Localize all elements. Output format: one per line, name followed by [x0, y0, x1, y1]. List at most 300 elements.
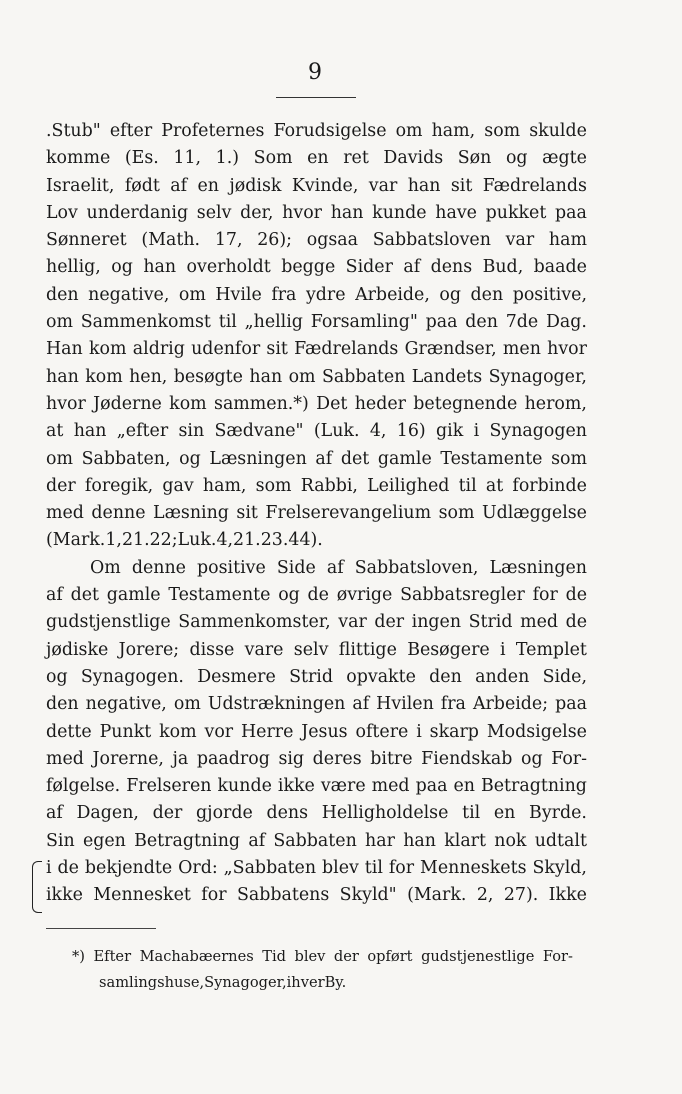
- word: Israelit,: [46, 175, 115, 196]
- word: Betragtning: [480, 776, 587, 797]
- word: Sabbaten: [321, 366, 406, 387]
- word: kunde: [372, 202, 427, 223]
- text-line: [46, 145, 587, 172]
- word: bitre: [370, 748, 413, 769]
- word: begge: [281, 257, 336, 278]
- word: Strid: [468, 612, 513, 633]
- word: kom: [85, 366, 123, 387]
- word: var: [338, 612, 367, 633]
- word: med: [520, 612, 558, 633]
- word: pukket: [485, 202, 547, 223]
- word: Han: [46, 339, 83, 360]
- word: han: [46, 366, 79, 387]
- word: paa: [555, 694, 587, 715]
- text-line: [46, 446, 587, 473]
- word: han: [73, 421, 107, 442]
- word: paa: [555, 202, 587, 223]
- word: en: [307, 148, 329, 169]
- word: der: [333, 948, 359, 965]
- word: hvor: [282, 202, 322, 223]
- margin-bracket-mark: [32, 861, 42, 913]
- word: 26);: [257, 230, 293, 251]
- text-line: [46, 800, 587, 827]
- word: Skyld,: [532, 858, 587, 879]
- word: de: [57, 858, 79, 879]
- word: ja: [172, 748, 189, 769]
- word: jødisk: [229, 175, 282, 196]
- word: Som: [253, 148, 293, 169]
- text-line: [46, 691, 587, 718]
- text-line: [46, 527, 587, 554]
- word: 11,: [173, 148, 202, 169]
- word: „efter: [116, 421, 169, 442]
- word: By.: [324, 974, 347, 991]
- word: Rabbi,: [300, 475, 358, 496]
- word: Synagoger,: [204, 974, 287, 991]
- word: om: [46, 312, 73, 333]
- word: hvor: [547, 339, 587, 360]
- word: som: [484, 121, 521, 141]
- word: og: [46, 666, 68, 687]
- word: *): [72, 948, 85, 965]
- word: 1.): [215, 148, 240, 169]
- word: Jesus: [301, 721, 348, 742]
- word: Davids: [383, 148, 444, 169]
- word: en: [493, 803, 516, 824]
- word: af: [315, 448, 333, 469]
- text-line: [46, 637, 587, 664]
- word: Frelserevangelium: [265, 503, 432, 524]
- word: kunde: [217, 776, 272, 797]
- word: at: [46, 421, 64, 442]
- word: oftere: [355, 721, 409, 742]
- word: dette: [46, 721, 92, 742]
- word: den: [470, 284, 504, 305]
- word: klart: [444, 830, 486, 851]
- word: hen,: [129, 366, 168, 387]
- word: de: [565, 612, 587, 633]
- word: gamle: [377, 448, 432, 469]
- word: kom: [89, 339, 127, 360]
- word: For-: [542, 948, 573, 965]
- word: han: [330, 202, 364, 223]
- word: 4,: [369, 421, 387, 442]
- word: Mennesket: [93, 885, 191, 906]
- word: Fædrelands: [482, 175, 587, 196]
- word: nok: [494, 830, 527, 851]
- word: gudstjenstlige: [46, 612, 171, 633]
- word: selv: [196, 202, 232, 223]
- word: der: [152, 803, 183, 824]
- word: 17,: [214, 230, 243, 251]
- word: Synagogen: [489, 421, 587, 442]
- word: Arbeide,: [355, 284, 430, 305]
- word: han: [403, 830, 436, 851]
- word: men: [502, 339, 541, 360]
- word: egen: [82, 830, 126, 851]
- word: vare: [244, 639, 284, 660]
- word: Desmere: [197, 666, 276, 687]
- word: sit: [236, 503, 258, 524]
- word: kom: [159, 721, 197, 742]
- word: Udstrækningen: [207, 694, 346, 715]
- word: om: [46, 448, 73, 469]
- word: blev: [322, 858, 359, 879]
- word: Udlæggelse: [481, 503, 587, 524]
- word: Søn: [457, 148, 492, 169]
- word: Menneskets: [420, 858, 527, 879]
- word: positive,: [512, 284, 587, 305]
- word: opvakte: [346, 666, 416, 687]
- word: 44).: [288, 530, 323, 551]
- word: at: [485, 475, 504, 496]
- word: ret: [343, 148, 369, 169]
- word: Jorere;: [118, 639, 180, 660]
- footnote-line: [72, 970, 573, 996]
- word: 23.: [260, 530, 289, 551]
- header-rule: [276, 97, 356, 98]
- word: Profeternes: [161, 121, 265, 141]
- word: Kvinde,: [291, 175, 359, 196]
- word: paadrog: [196, 748, 270, 769]
- word: foregik,: [84, 475, 154, 496]
- word: Leilighed: [367, 475, 450, 496]
- word: til: [364, 858, 383, 879]
- word: Hvilen: [376, 694, 434, 715]
- word: han: [249, 366, 283, 387]
- word: jødiske: [46, 639, 109, 660]
- word: i: [500, 639, 506, 660]
- word: øvrige: [336, 585, 393, 606]
- word: blev: [294, 948, 326, 965]
- word: den: [465, 312, 498, 333]
- text-line: [46, 336, 587, 363]
- word: disse: [189, 639, 235, 660]
- word: forbinde: [512, 475, 587, 496]
- word: efter: [109, 121, 153, 141]
- word: af: [46, 803, 63, 824]
- word: 16): [396, 421, 426, 442]
- word: der,: [240, 202, 274, 223]
- text-line: [46, 746, 587, 773]
- word: Det: [316, 393, 348, 414]
- word: ogsaa: [306, 230, 359, 251]
- word: der: [374, 612, 405, 633]
- word: denne: [131, 557, 186, 578]
- word: fra: [271, 284, 297, 305]
- text-line: [46, 719, 587, 746]
- word: Machabæernes: [139, 948, 254, 965]
- word: dens: [266, 803, 309, 824]
- text-line: [46, 855, 587, 882]
- word: i: [286, 974, 292, 991]
- text-line: [46, 500, 587, 527]
- word: Lov: [46, 202, 78, 223]
- word: Læsningen: [489, 557, 587, 578]
- word: Sammenkomst: [80, 312, 211, 333]
- word: med: [46, 503, 84, 524]
- text-line: [46, 609, 587, 636]
- word: „Sabbaten: [223, 858, 317, 879]
- word: har: [365, 830, 395, 851]
- word: i: [416, 721, 422, 742]
- word: gjorde: [196, 803, 253, 824]
- word: den: [46, 694, 79, 715]
- word: sammen.*): [214, 393, 309, 414]
- word: han: [143, 257, 177, 278]
- text-line: [46, 582, 587, 609]
- word: negative,: [88, 284, 170, 305]
- word: Punkt: [99, 721, 152, 742]
- word: Templet: [515, 639, 587, 660]
- word: gudstjenestlige: [421, 948, 535, 965]
- word: underdanig: [86, 202, 189, 223]
- word: ægte: [542, 148, 587, 169]
- word: Forsamling": [310, 312, 418, 333]
- word: overholdt: [186, 257, 271, 278]
- word: 22;: [149, 530, 178, 551]
- word: Sider: [345, 257, 393, 278]
- word: (Mark.: [46, 530, 106, 551]
- word: komme: [46, 148, 111, 169]
- word: ham,: [202, 475, 247, 496]
- word: 7de: [505, 312, 539, 333]
- word: hvor: [46, 393, 86, 414]
- word: Sønneret: [46, 230, 127, 251]
- word: af: [352, 694, 370, 715]
- word: (Luk.: [313, 421, 360, 442]
- word: Arbeide;: [472, 694, 549, 715]
- text-line: [46, 664, 587, 691]
- word: Ord:: [178, 858, 218, 879]
- text-line: [46, 282, 587, 309]
- text-line: [46, 418, 587, 445]
- word: i: [473, 421, 480, 442]
- word: vor: [204, 721, 234, 742]
- footnote-rule: [46, 928, 156, 929]
- word: af: [170, 175, 188, 196]
- word: Jøderne: [93, 393, 162, 414]
- footnote-line: [72, 944, 573, 970]
- word: han: [407, 175, 441, 196]
- word: udtalt: [534, 830, 587, 851]
- word: og: [111, 257, 133, 278]
- word: det: [340, 448, 370, 469]
- word: til: [458, 475, 477, 496]
- word: have: [435, 202, 477, 223]
- word: Om: [90, 557, 121, 578]
- word: kom: [169, 393, 207, 414]
- word: til: [218, 312, 237, 333]
- word: Testamente: [440, 448, 543, 469]
- word: 2,: [476, 885, 494, 906]
- word: for: [388, 858, 415, 879]
- word: og: [439, 284, 462, 305]
- word: Side: [276, 557, 316, 578]
- word: Herre: [241, 721, 294, 742]
- word: ingen: [411, 612, 462, 633]
- word: 21.: [233, 530, 261, 551]
- word: (Es.: [124, 148, 159, 169]
- word: med: [371, 776, 410, 797]
- word: dens: [430, 257, 473, 278]
- word: Dagen,: [76, 803, 139, 824]
- word: Fiendskab: [421, 748, 513, 769]
- word: paa: [425, 312, 458, 333]
- word: som: [551, 448, 587, 469]
- word: Læsning: [153, 503, 229, 524]
- text-line: [46, 773, 587, 800]
- text-line: [46, 227, 587, 254]
- word: skarp: [429, 721, 479, 742]
- word: og: [278, 585, 300, 606]
- word: for: [201, 885, 227, 906]
- word: aldrig: [132, 339, 185, 360]
- word: var: [368, 175, 398, 196]
- word: Skyld": [339, 885, 397, 906]
- body-text: [46, 118, 587, 910]
- word: herom,: [524, 393, 587, 414]
- word: af: [326, 557, 344, 578]
- word: til: [462, 803, 481, 824]
- word: Strid: [289, 666, 333, 687]
- word: Forudsigelse: [273, 121, 387, 141]
- word: følgelse.: [46, 776, 121, 797]
- word: af: [403, 257, 421, 278]
- text-line: [46, 364, 587, 391]
- word: sit: [266, 339, 288, 360]
- text-line: [46, 309, 587, 336]
- word: og: [505, 148, 528, 169]
- word: Tid: [262, 948, 286, 965]
- text-line: [46, 254, 587, 281]
- word: Sabbatsregler: [400, 585, 525, 606]
- word: Sabbatsloven: [372, 230, 491, 251]
- word: ham,: [431, 121, 476, 141]
- word: Sabbatsloven,: [354, 557, 479, 578]
- word: en: [453, 776, 475, 797]
- word: Sabbatens: [236, 885, 330, 906]
- word: om: [178, 284, 206, 305]
- word: opført: [367, 948, 413, 965]
- word: Landets: [411, 366, 483, 387]
- word: Besøgere: [407, 639, 490, 660]
- word: var: [505, 230, 535, 251]
- word: Ikke: [548, 885, 587, 906]
- word: 21.: [121, 530, 150, 551]
- word: Modsigelse: [486, 721, 587, 742]
- word: Synagogen.: [80, 666, 184, 687]
- word: hver: [291, 974, 325, 991]
- word: af: [46, 585, 63, 606]
- word: paa: [415, 776, 448, 797]
- word: gamle: [106, 585, 161, 606]
- word: Hvile: [215, 284, 262, 305]
- word: 27).: [503, 885, 539, 906]
- word: sit: [450, 175, 473, 196]
- word: for: [532, 585, 558, 606]
- word: 1,: [105, 530, 122, 551]
- word: Betragtning: [134, 830, 241, 851]
- text-line: [46, 828, 587, 855]
- word: baade: [533, 257, 587, 278]
- word: ikke: [46, 885, 83, 906]
- word: Byrde.: [529, 803, 587, 824]
- word: ydre: [305, 284, 346, 305]
- word: være: [320, 776, 366, 797]
- word: deres: [312, 748, 362, 769]
- word: .Stub": [46, 121, 101, 141]
- word: og: [179, 448, 201, 469]
- word: gik: [436, 421, 464, 442]
- word: ham: [548, 230, 587, 251]
- word: Helligholdelse: [321, 803, 449, 824]
- word: udenfor: [191, 339, 261, 360]
- word: Læsningen: [209, 448, 307, 469]
- word: negative,: [85, 694, 167, 715]
- word: betegnende: [413, 393, 518, 414]
- word: som: [255, 475, 292, 496]
- word: født: [124, 175, 160, 196]
- word: ikke: [277, 776, 315, 797]
- word: fra: [440, 694, 466, 715]
- word: skulde: [529, 121, 587, 141]
- word: gav: [162, 475, 194, 496]
- word: Dag.: [545, 312, 587, 333]
- word: sig: [278, 748, 305, 769]
- word: hellig,: [46, 257, 101, 278]
- word: selv: [293, 639, 329, 660]
- word: 4,: [216, 530, 234, 551]
- word: som: [438, 503, 475, 524]
- word: Frelseren: [126, 776, 212, 797]
- word: Bud,: [482, 257, 524, 278]
- word: Jorerne,: [92, 748, 164, 769]
- text-line: [46, 118, 587, 145]
- word: Sædvane": [214, 421, 304, 442]
- word: (Math.: [141, 230, 201, 251]
- word: det: [70, 585, 99, 606]
- word: de: [307, 585, 329, 606]
- word: (Mark.: [407, 885, 467, 906]
- word: om: [395, 121, 423, 141]
- word: positive: [197, 557, 266, 578]
- word: af: [248, 830, 266, 851]
- word: Grændser,: [404, 339, 497, 360]
- word: den: [429, 666, 462, 687]
- word: Sabbaten: [273, 830, 357, 851]
- word: Luk.: [177, 530, 217, 551]
- word: heder: [354, 393, 406, 414]
- text-line: [46, 173, 587, 200]
- text-line: [46, 473, 587, 500]
- word: samlingshuse,: [99, 974, 205, 991]
- word: flittige: [338, 639, 397, 660]
- word: Sabbaten,: [81, 448, 171, 469]
- word: anden: [475, 666, 530, 687]
- word: bekjendte: [84, 858, 173, 879]
- word: om: [173, 694, 201, 715]
- word: Sin: [46, 830, 75, 851]
- word: om: [288, 366, 316, 387]
- word: sin: [178, 421, 205, 442]
- text-line: [46, 391, 587, 418]
- word: „hellig: [244, 312, 303, 333]
- word: Efter: [93, 948, 132, 965]
- word: i: [46, 858, 52, 879]
- text-line: [46, 882, 587, 909]
- word: Sammenkomster,: [178, 612, 331, 633]
